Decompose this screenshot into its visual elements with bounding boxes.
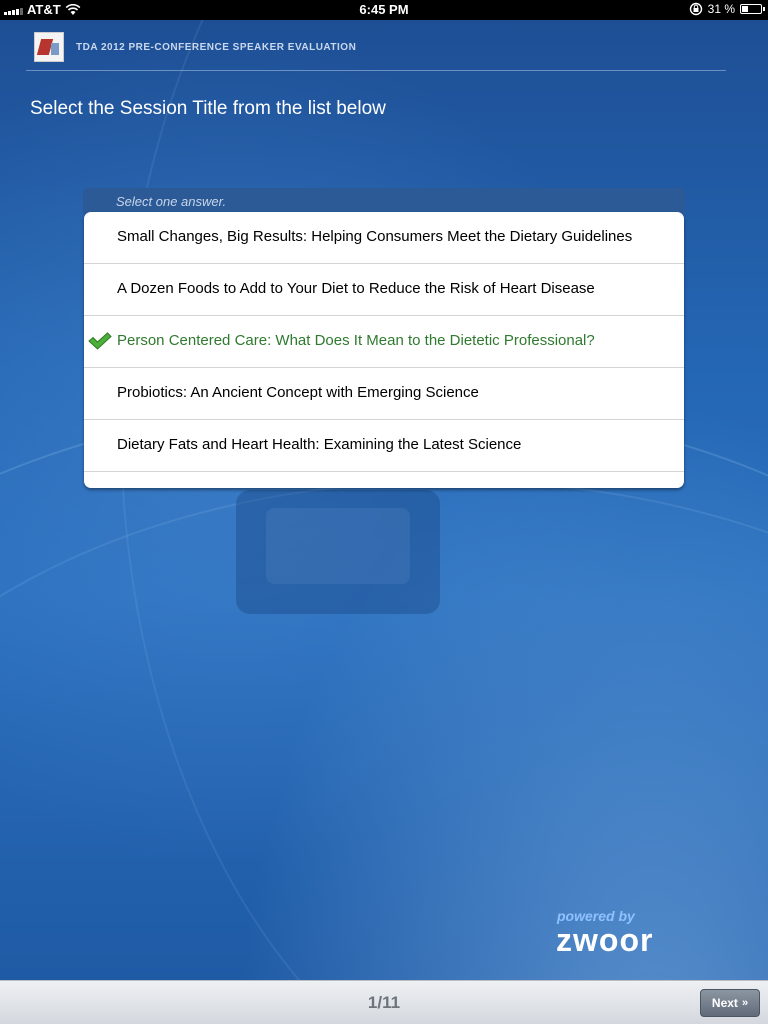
page-indicator: 1/11	[367, 993, 401, 1012]
app-title: TDA 2012 PRE-CONFERENCE SPEAKER EVALUATION	[76, 42, 357, 53]
next-button-label: Next	[711, 996, 738, 1010]
answer-option[interactable]	[84, 212, 684, 264]
answer-option[interactable]	[84, 420, 684, 472]
answer-list	[84, 212, 684, 488]
checkmark-icon	[88, 332, 112, 350]
answer-panel-header	[83, 188, 685, 214]
next-button[interactable]	[700, 989, 760, 1017]
answer-panel	[83, 188, 685, 488]
battery-percent: 31 %	[707, 2, 735, 16]
powered-by-label: powered by	[557, 908, 635, 924]
background-watermark	[236, 490, 440, 614]
answer-option-label: Person Centered Care: What Does It Mean to the Dietetic Professional?	[117, 332, 595, 349]
answer-option-label: Probiotics: An Ancient Concept with Emerging Science	[117, 384, 479, 401]
app-logo	[34, 32, 64, 62]
background-swoosh	[120, 20, 768, 980]
answer-instruction: Select one answer.	[116, 194, 227, 209]
answer-option-label: A Dozen Foods to Add to Your Diet to Reduce the Risk of Heart Disease	[117, 280, 595, 297]
answer-option[interactable]	[84, 368, 684, 420]
answer-option-label: Dietary Fats and Heart Health: Examining the Latest Science	[117, 436, 522, 453]
status-time: 6:45 PM	[359, 2, 409, 17]
bottom-toolbar	[0, 980, 768, 1024]
carrier-label: AT&T	[27, 2, 61, 17]
app-header	[26, 30, 726, 71]
question-prompt: Select the Session Title from the list below	[30, 98, 386, 119]
answer-option[interactable]	[84, 264, 684, 316]
status-bar	[0, 0, 768, 20]
double-chevron-right-icon: »	[741, 997, 749, 1009]
battery-icon	[740, 4, 762, 14]
rotation-lock-icon	[689, 2, 703, 16]
main-background	[0, 20, 768, 980]
status-right	[689, 2, 762, 16]
answer-option-label: Small Changes, Big Results: Helping Consumers Meet the Dietary Guidelines	[117, 228, 633, 245]
powered-by-logo	[556, 908, 706, 958]
brand-logo: zwoor	[556, 922, 654, 958]
answer-option[interactable]	[84, 316, 684, 368]
